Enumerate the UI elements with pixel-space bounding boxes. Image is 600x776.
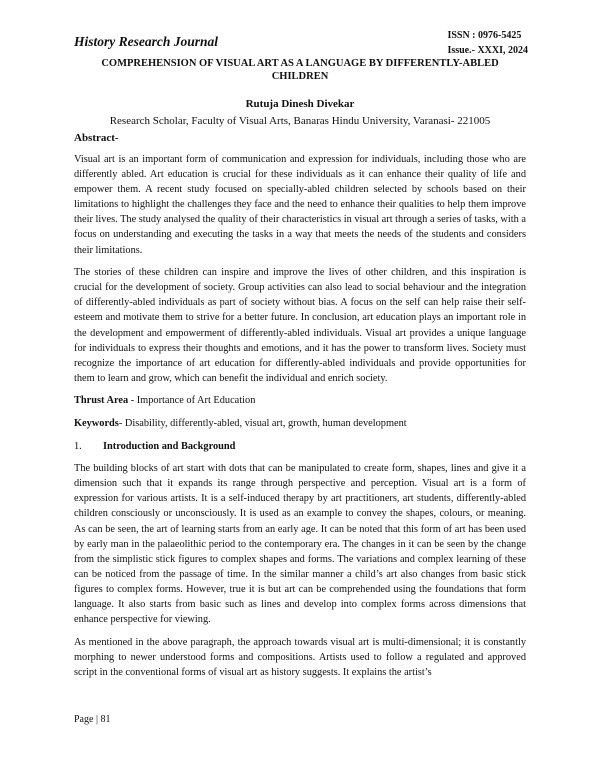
issn-number: ISSN : 0976-5425: [447, 30, 522, 41]
paper-title: COMPREHENSION OF VISUAL ART AS A LANGUAGE BY DIFFERENTLY-ABLED CHILDREN: [101, 58, 499, 82]
thrust-area: [74, 393, 526, 408]
keywords-label: Keywords: [74, 418, 119, 429]
page-number: Page | 81: [74, 714, 111, 725]
section-number: 1.: [74, 440, 82, 452]
paper-body: [74, 152, 526, 688]
abstract-paragraph: Visual art is an important form of communication and expression for individuals, including those who are differently abled. Art education is crucial for these individuals as it can enhance their quality of life and empower them. A recent study focused on specially-abled children selected by schools based on their limitations to highlight the challenges they face and the need to enhance their qualities to help them improve their lives. The study analysed the quality of their characteristics in visual art through a series of tasks, with a focus on understanding and executing the tasks in a way that meets the needs of the students and considers their limitations.: [74, 154, 526, 256]
thrust-area-value: - Importance of Art Education: [128, 395, 256, 407]
author-affiliation: Research Scholar, Faculty of Visual Arts, Banaras Hindu University, Varanasi- 221005: [109, 115, 491, 127]
issue-number: Issue.- XXXI, 2024: [447, 45, 528, 56]
abstract-heading: Abstract-: [74, 132, 119, 144]
section-paragraph: The building blocks of art start with dots that can be manipulated to create form, shapes, lines and give it a dimension such that it expands its range through perspective and perception. Visual art is a form of expression for various artists. It is a self-induced therapy by art practitioners, art students, differently-abled children consciously or unconsciously. It is used as an example to convey the shapes, colours, or meaning. As can be seen, the art of learning starts from an early age. It can be noted that this form of art has been used by early man in the palaeolithic period to the contemporary era. The changes in it can be seen by the change from the simplistic stick figures to complex shapes and forms. The variations and complex learning of these can be noticed from the passage of time. In the similar manner a child’s art also changes from basic stick figures to complex forms. However, true it is but art can be comprehended using the foundations that form language. It also starts from basic such as lines and develop into complex forms across dimensions that enhance perspective for viewing.: [74, 463, 526, 626]
keywords-value: - Disability, differently-abled, visual art, growth, human development: [118, 418, 407, 429]
author-name: Rutuja Dinesh Divekar: [245, 98, 355, 110]
section-paragraph: As mentioned in the above paragraph, the approach towards visual art is multi-dimensional; it is constantly morphing to newer understood forms and compositions. Artists used to follow a regulated and approved script in the conventional forms of visual art as history suggests. It explains the artist’s: [74, 636, 526, 678]
keywords: [74, 416, 526, 431]
thrust-area-label: Thrust Area: [74, 395, 129, 407]
section-title: Introduction and Background: [103, 440, 236, 452]
section-heading: [74, 439, 526, 454]
abstract-paragraph: The stories of these children can inspire and improve the lives of other children, and this inspiration is crucial for the development of society. Group activities can also lead to social behaviour and the integration of differently-abled individuals as part of society without bias. A focus on the self can help raise their self-esteem and motivate them to strive for a better future. In conclusion, art education plays an important role in the development and empowerment of differently-abled individuals. Visual art provides a unique language for individuals to express their thoughts and emotions, and it has the power to transform lives. Society must recognize the importance of art education for differently-abled individuals and provide opportunities for them to learn and grow, which can benefit the individual and enrich society.: [74, 267, 526, 384]
issn-block: [447, 28, 528, 58]
journal-name: History Research Journal: [74, 34, 219, 49]
